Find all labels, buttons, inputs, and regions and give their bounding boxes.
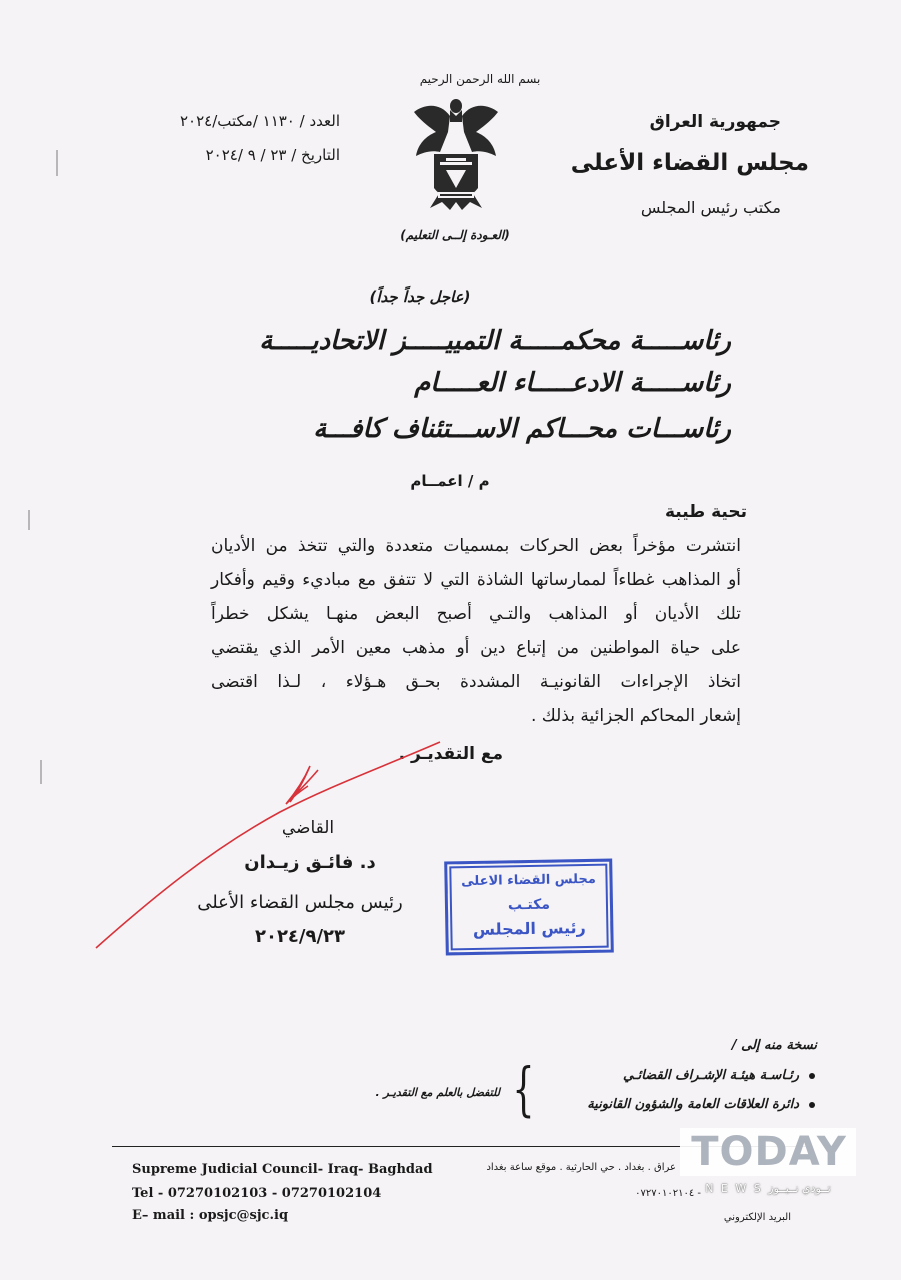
stamp-line: مجلس القضاء الاعلى xyxy=(461,871,596,890)
body-line: انتشرت مؤخراً بعض الحركات بمسميات متعددة والتي تتخذ من الأديان xyxy=(211,536,741,556)
greeting: تحية طيبة xyxy=(664,502,747,522)
urgency-label: (عاجل جداً جداً) xyxy=(369,288,471,306)
bullet-icon xyxy=(809,1102,815,1108)
reference-date: التاريخ / ٢٣ / ٩ /٢٠٢٤ xyxy=(205,146,340,164)
watermark-subtitle: N E W S تــودي نــيــوز xyxy=(705,1182,831,1195)
body-line: تلك الأديان أو المذاهب والتـي أصبح البعض منهـا يشكل خطراً xyxy=(211,604,741,624)
watermark-logo: TODAY xyxy=(691,1129,847,1175)
footer-phone-ar: ٠٧٢٧٠١٠٢١٠٤ - xyxy=(635,1188,701,1199)
closing-line: مع التقديـر . xyxy=(398,744,503,764)
cc-note: للتفضل بالعلم مع التقديـر . xyxy=(375,1086,500,1099)
cc-item-label: دائرة العلاقات العامة والشؤون القانونية xyxy=(587,1097,799,1112)
cc-item xyxy=(587,1097,815,1112)
basmala: بسم الله الرحمن الرحيم xyxy=(419,72,541,86)
subject-line: م / اعمــام xyxy=(410,472,490,490)
addressee-line: رئاســـات محـــاكم الاســـتئناف كافـــة xyxy=(313,414,731,444)
cc-label: نسخة منه إلى / xyxy=(731,1038,817,1053)
council-name: مجلس القضاء الأعلى xyxy=(570,150,809,176)
body-line: اتخاذ الإجراءات القانونيـة المشددة بحـق هـؤلاء ، لـذا اقتضى xyxy=(211,672,741,692)
signatory-name: د. فائـق زيـدان xyxy=(244,852,376,873)
footer-phone: Tel - 07270102103 - 07270102104 xyxy=(132,1186,382,1201)
brace-icon: { xyxy=(512,1055,535,1123)
footer-address: Supreme Judicial Council- Iraq- Baghdad xyxy=(132,1162,433,1177)
slogan: (العـودة إلــى التعليم) xyxy=(400,228,510,242)
reference-number: العدد / ١١٣٠ /مكتب/٢٠٢٤ xyxy=(179,112,340,130)
republic-name: جمهورية العراق xyxy=(649,112,781,132)
cc-item-label: رئـاسـة هيئـة الإشـراف القضائـي xyxy=(622,1068,799,1083)
body-line: أو المذاهب غطاءاً لممارساتها الشاذة التي لا تتفق مع مباديء وقيم وأفكار xyxy=(211,570,741,590)
addressee-line: رئاســـــة محكمـــــة التمييـــــز الاتحاديـــــة xyxy=(259,326,731,356)
footer-email-ar: البريد الإلكتروني xyxy=(723,1212,791,1223)
addressee-line: رئاســـــة الادعـــــاء العـــــام xyxy=(414,368,731,398)
margin-mark xyxy=(56,150,58,176)
signature-title: القاضي xyxy=(281,818,335,838)
office-name: مكتب رئيس المجلس xyxy=(640,198,781,217)
bullet-icon xyxy=(809,1073,815,1079)
signatory-role: رئيس مجلس القضاء الأعلى xyxy=(197,892,403,913)
body-line: إشعار المحاكم الجزائية بذلك . xyxy=(531,706,741,726)
footer-email: E– mail : opsjc@sjc.iq xyxy=(132,1208,289,1223)
official-stamp xyxy=(444,859,614,956)
body-line: على حياة المواطنين من إتباع دين أو مذهب معين الأمر الذي يقتضي xyxy=(211,638,741,658)
footer-address-ar: عراق . بغداد . حي الحارثية . موقع ساعة بغداد xyxy=(486,1162,676,1173)
cc-item xyxy=(623,1068,815,1083)
signature-date: ٢٠٢٤/٩/٢٣ xyxy=(254,926,346,947)
margin-mark xyxy=(40,760,42,784)
stamp-line: رئيس المجلس xyxy=(472,918,586,939)
iraq-eagle-emblem-icon xyxy=(410,92,502,212)
margin-mark xyxy=(28,510,30,530)
stamp-line: مكتـب xyxy=(507,896,551,914)
